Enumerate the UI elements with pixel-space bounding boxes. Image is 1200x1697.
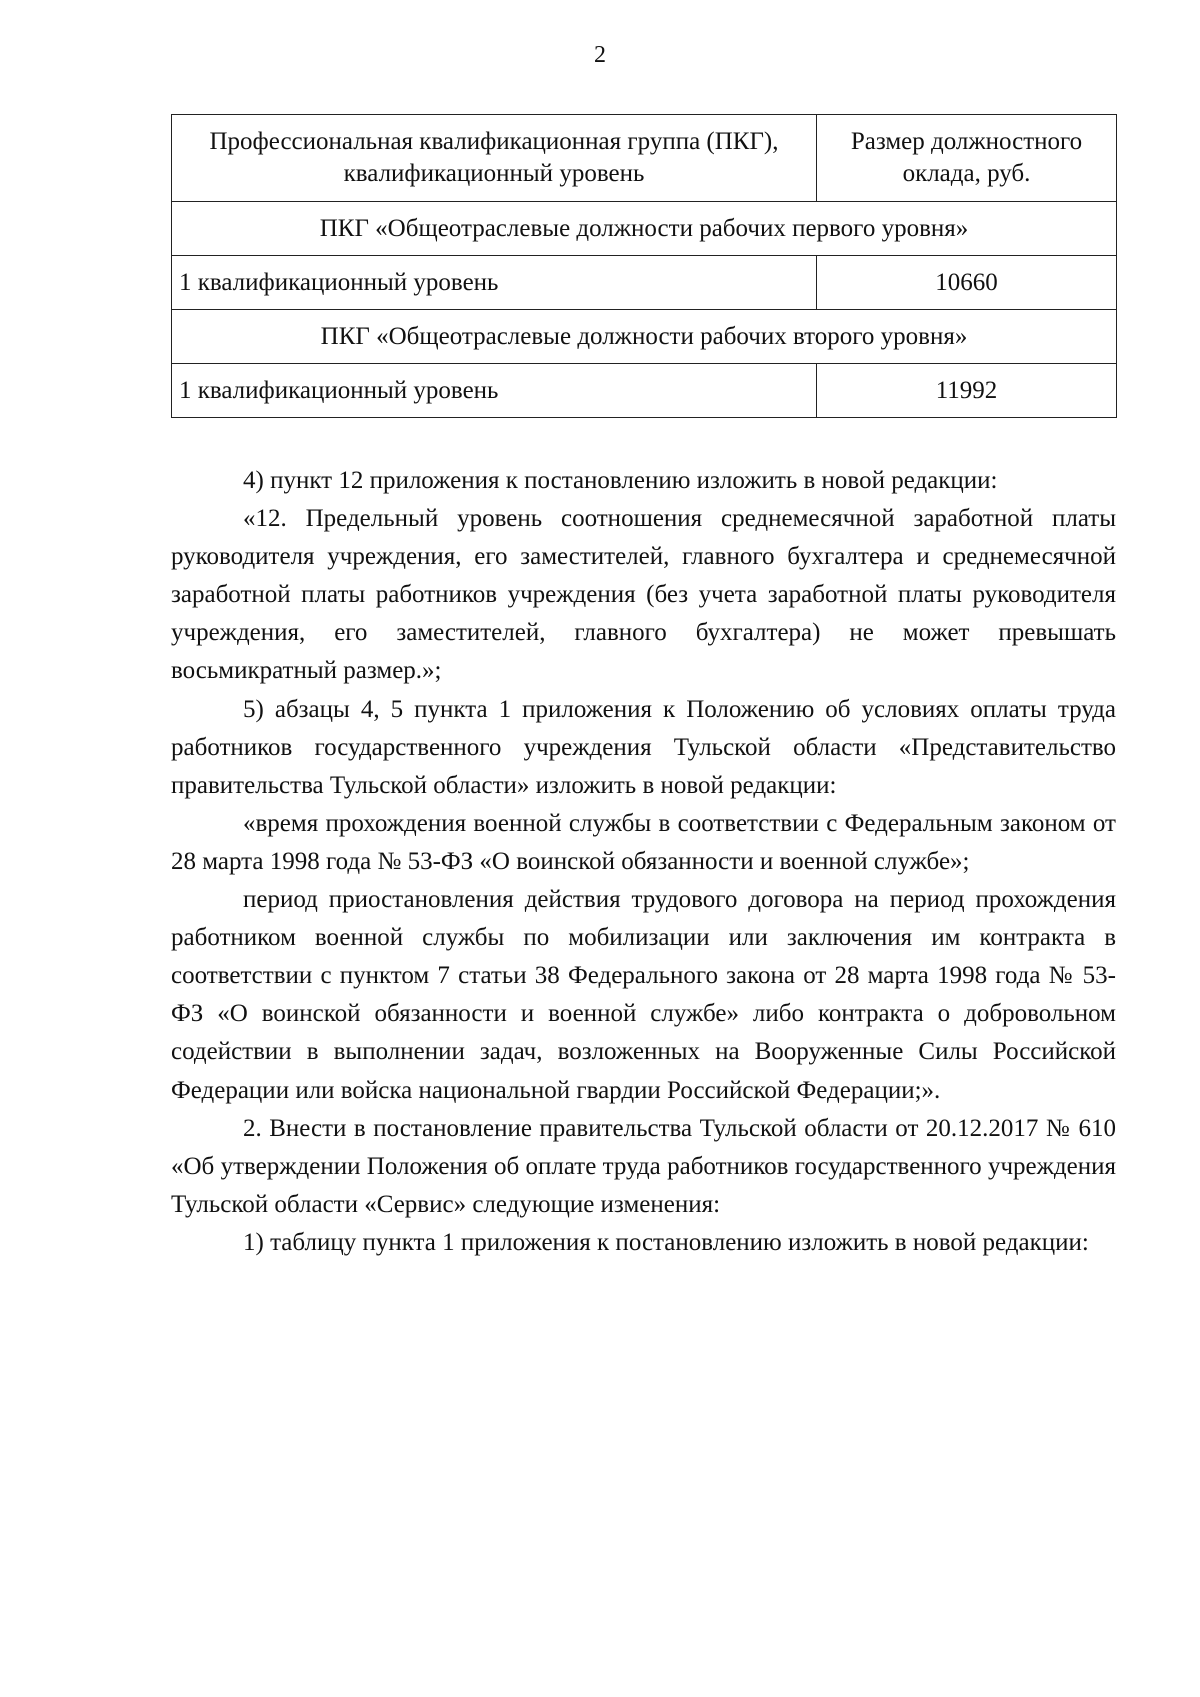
- table-header-group-level: Профессиональная квалификационная группа (ПКГ), квалификационный уровень: [172, 115, 817, 202]
- table-group-row: [172, 202, 1117, 256]
- group-title: ПКГ «Общеотраслевые должности рабочих первого уровня»: [172, 202, 1117, 256]
- paragraph: 5) абзацы 4, 5 пункта 1 приложения к Положению об условиях оплаты труда работников государственного учреждения Тульской области «Представительство правительства Тульской области» изложить в новой редакции:: [171, 695, 1116, 799]
- paragraph: период приостановления действия трудового договора на период прохождения работником военной службы по мобилизации или заключения им контракта в соответствии с пунктом 7 статьи 38 Федерального закона от 28 марта 1998 года № 53-ФЗ «О воинской обязанности и военной службе» либо контракта о добровольном содействии в выполнении задач, возложенных на Вооруженные Силы Российской Федерации или войска национальной гвардии Российской Федерации;».: [171, 886, 1116, 1104]
- table-row: [172, 256, 1117, 310]
- paragraph: «12. Предельный уровень соотношения среднемесячной заработной платы руководителя учреждения, его заместителей, главного бухгалтера и среднемесячной заработной платы работников учреждения (без учета заработной платы руководителя учреждения, его заместителей, главного бухгалтера) не может превышать восьмикратный размер.»;: [171, 505, 1116, 685]
- table-header-salary: Размер должностного оклада, руб.: [817, 115, 1117, 202]
- table-header-row: [172, 115, 1117, 202]
- document-body: [171, 462, 1116, 1262]
- level-name: 1 квалификационный уровень: [172, 364, 817, 418]
- salary-value: 11992: [817, 364, 1117, 418]
- level-name: 1 квалификационный уровень: [172, 256, 817, 310]
- paragraph: 1) таблицу пункта 1 приложения к постановлению изложить в новой редакции:: [243, 1228, 1089, 1256]
- table-group-row: [172, 310, 1117, 364]
- paragraph: «время прохождения военной службы в соответствии с Федеральным законом от 28 марта 1998 года № 53-ФЗ «О воинской обязанности и военной службе»;: [171, 809, 1116, 875]
- salary-value: 10660: [817, 256, 1117, 310]
- page-number: 2: [594, 42, 606, 68]
- salary-table: [171, 114, 1117, 418]
- group-title: ПКГ «Общеотраслевые должности рабочих второго уровня»: [172, 310, 1117, 364]
- table-row: [172, 364, 1117, 418]
- paragraph: 4) пункт 12 приложения к постановлению изложить в новой редакции:: [243, 467, 998, 494]
- paragraph: 2. Внести в постановление правительства Тульской области от 20.12.2017 № 610 «Об утверждении Положения об оплате труда работников государственного учреждения Тульской области «Сервис» следующие изменения:: [171, 1114, 1116, 1218]
